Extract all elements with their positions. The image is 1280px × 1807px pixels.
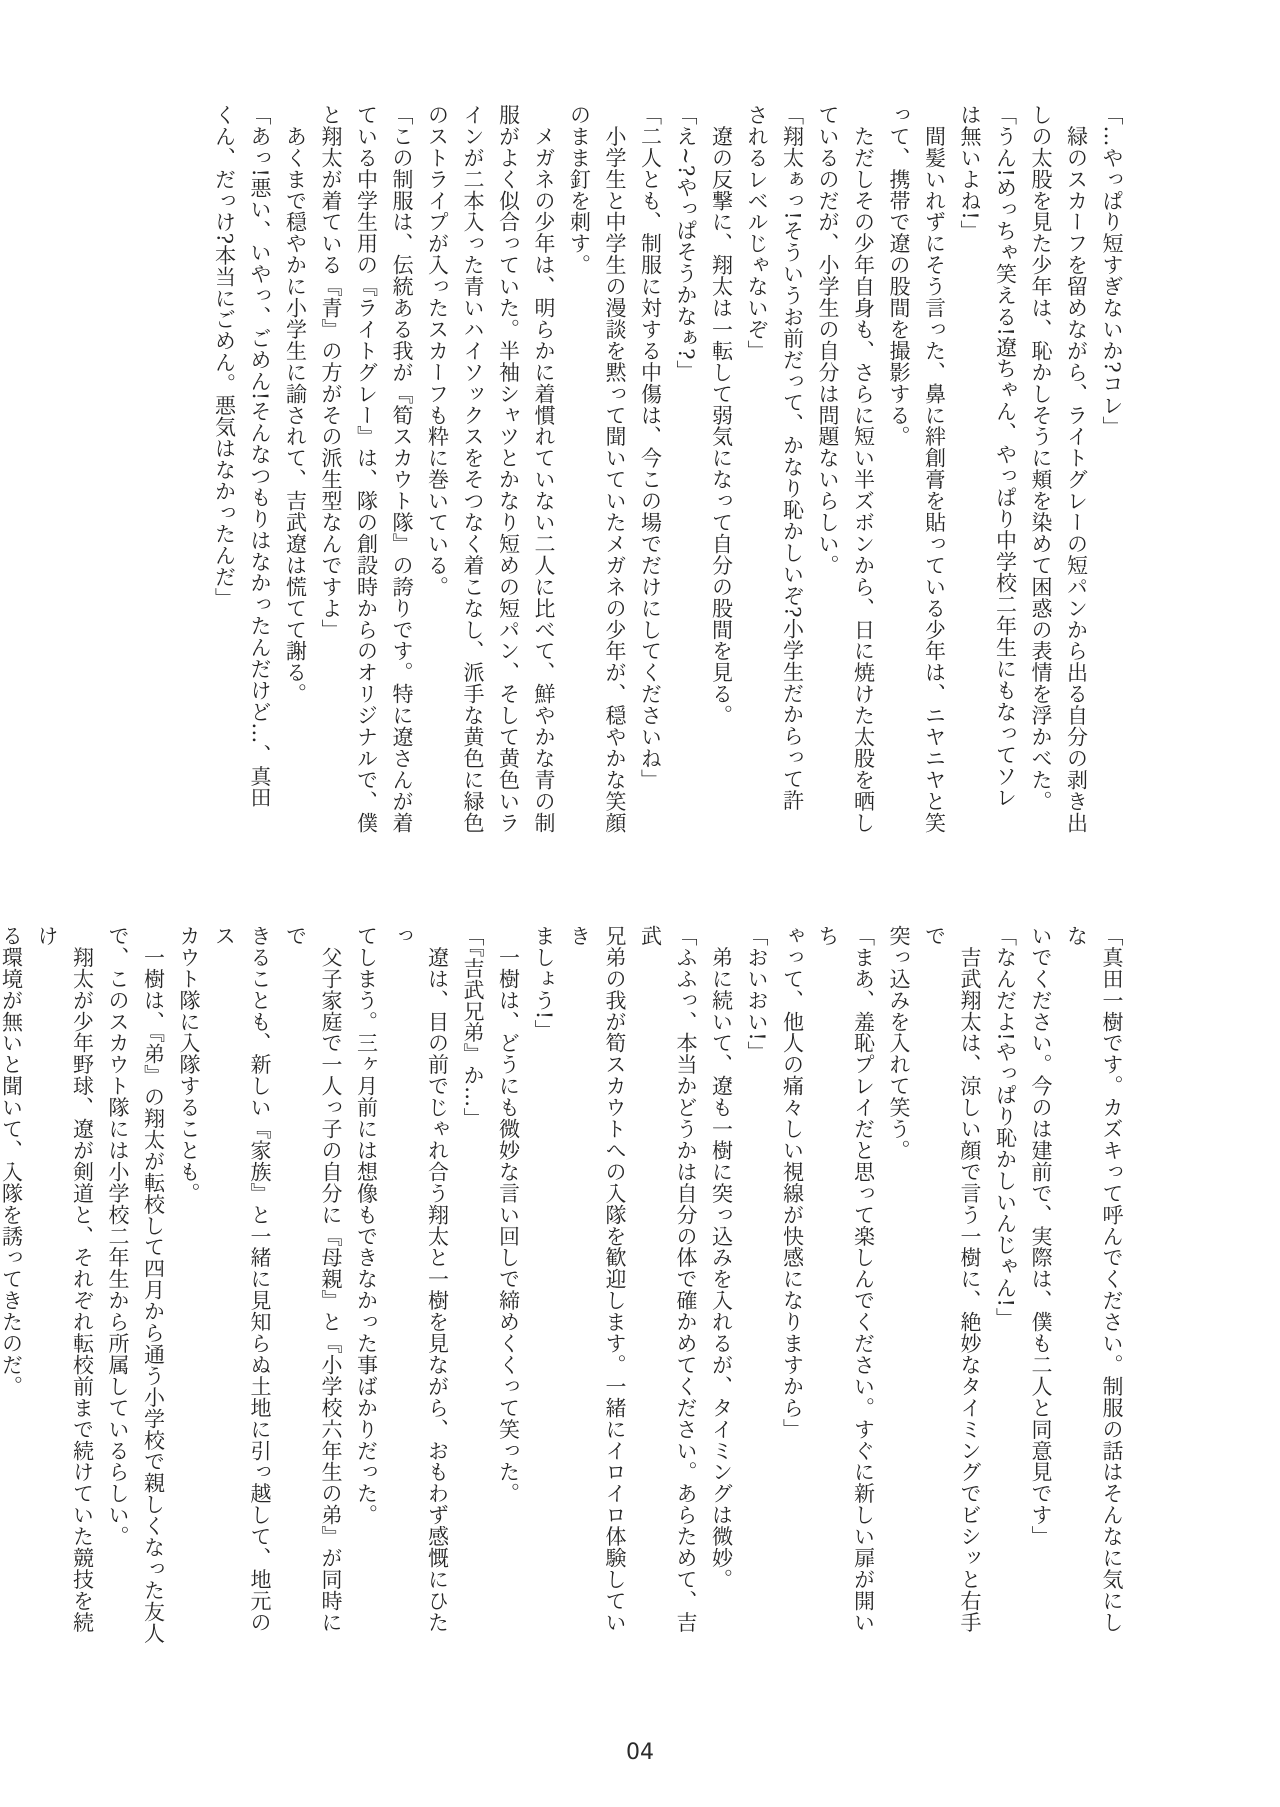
text-column: 「おいおい!」 (745, 925, 769, 1063)
text-column: 吉武翔太は、涼しい顔で言う一樹に、絶妙なタイミングでビシッと右手で (922, 925, 982, 1633)
text-column: 間髪いれずにそう言った、鼻に絆創膏を貼っている少年は、ニヤニヤと笑 (922, 104, 947, 834)
text-column: 「うん!めっちゃ笑える!遼ちゃん、やっぱり中学校二年生にもなってソレ (993, 104, 1018, 809)
text-column: てしまう。三ヶ月前には想像もできなかった事ばかりだった。 (354, 925, 379, 1526)
text-column: のストライプが入ったスカーフも粋に巻いている。 (425, 104, 450, 598)
text-column: 「あっ!悪い、いやっ、ごめん!そんなつもりはなかったんだけど…、真田 (248, 104, 272, 809)
text-column: 遼の反撃に、翔太は一転して弱気になって自分の股間を見る。 (709, 104, 734, 727)
text-column: くん、だっけ?本当にごめん。悪気はなかったんだ」 (212, 104, 237, 610)
text-column: 「真田一樹です。カズキって呼んでください。制服の話はそんなに気にしな (1064, 925, 1124, 1633)
text-column: ゃって、他人の痛々しい視線が快感になりますから」 (780, 925, 805, 1440)
text-column: 「この制服は、伝統ある我が『筍スカウト隊』の誇りです。特に遼さんが着 (390, 104, 414, 834)
text-column: 一樹は、どうにも微妙な言い回しで締めくくって笑った。 (496, 925, 521, 1505)
text-column: 「翔太ぁっ!そういうお前だって、かなり恥かしいぞ?小学生だからって許 (780, 104, 805, 811)
text-column: 「『吉武兄弟』か…」 (461, 925, 485, 1129)
text-column: 「二人とも、制服に対する中傷は、今この場でだけにしてくださいね」 (638, 104, 663, 791)
text-column: いでください。今のは建前で、実際は、僕も二人と同意見です」 (1029, 925, 1053, 1548)
text-column: ただしその少年自身も、さらに短い半ズボンから、日に焼けた太股を晒し (851, 104, 876, 834)
text-column: って、携帯で遼の股間を撮影する。 (887, 104, 911, 448)
text-column: きることも、新しい『家族』と一緒に見知らぬ土地に引っ越して、地元のス (212, 925, 272, 1633)
text-column: と翔太が着ている『青』の方がその派生型なんですよ」 (319, 104, 343, 641)
text-column: 父子家庭で一人っ子の自分に『母親』と『小学校六年生の弟』が同時にで (283, 925, 343, 1633)
text-column: されるレベルじゃないぞ」 (745, 104, 769, 362)
text-column: のまま釘を刺す。 (567, 104, 592, 276)
page-number: 04 (626, 1740, 654, 1765)
text-column: ているのだが、小学生の自分は問題ないらしい。 (816, 104, 840, 576)
text-column: インが二本入った青いハイソックスをそつなく着こなし、派手な黄色に緑色 (461, 104, 485, 834)
text-column: 遼は、目の前でじゃれ合う翔太と一樹を見ながら、おもわず感慨にひたっ (390, 925, 450, 1633)
text-column: 兄弟の我が筍スカウトへの入隊を歓迎します。一緒にイロイロ体験していき (567, 925, 627, 1633)
text-column: 服がよく似合っていた。半袖シャツとかなり短めの短パン、そして黄色いラ (496, 104, 521, 834)
text-column: 緑のスカーフを留めながら、ライトグレーの短パンから出る自分の剥き出 (1064, 104, 1089, 834)
text-column: は無いよね!」 (958, 104, 982, 242)
text-column: 一樹は、『弟』の翔太が転校して四月から通う小学校で親しくなった友人 (141, 925, 166, 1644)
text-column: しの太股を見た少年は、恥かしそうに頬を染めて困惑の表情を浮かべた。 (1029, 104, 1053, 812)
text-column: あくまで穏やかに小学生に諭されて、吉武遼は慌てて謝る。 (283, 104, 308, 705)
text-column: 「まあ、羞恥プレイだと思って楽しんでください。すぐに新しい扉が開いち (816, 925, 876, 1633)
text-column: 突っ込みを入れて笑う。 (887, 925, 911, 1161)
text-column: 「なんだよ!やっぱり恥かしいんじゃん!」 (993, 925, 1018, 1329)
text-column: ている中学生用の『ライトグレー』は、隊の創設時からのオリジナルで、僕 (354, 104, 379, 834)
text-column: 「え~?やっぱそうかなぁ?」 (674, 104, 698, 382)
text-column: 「ふふっ、本当かどうかは自分の体で確かめてください。あらためて、吉武 (638, 925, 698, 1633)
text-column: 翔太が少年野球、遼が剣道と、それぞれ転校前まで続けていた競技を続け (35, 925, 95, 1633)
text-column: 小学生と中学生の漫談を黙って聞いていたメガネの少年が、穏やかな笑顔 (603, 104, 627, 834)
text-block-top (206, 104, 1129, 835)
text-column: 弟に続いて、遼も一樹に突っ込みを入れるが、タイミングは微妙。 (709, 925, 734, 1590)
text-column: ましょう!」 (532, 925, 556, 1042)
text-column: メガネの少年は、明らかに着慣れていない二人に比べて、鮮やかな青の制 (532, 104, 556, 834)
text-column: で、このスカウト隊には小学校二年生から所属しているらしい。 (106, 925, 130, 1548)
text-block-bottom (0, 925, 1129, 1652)
text-column: 「…やっぱり短すぎないか?コレ」 (1100, 104, 1124, 438)
text-column: カウト隊に入隊することも。 (177, 925, 201, 1204)
text-column: る環境が無いと聞いて、入隊を誘ってきたのだ。 (0, 925, 24, 1397)
